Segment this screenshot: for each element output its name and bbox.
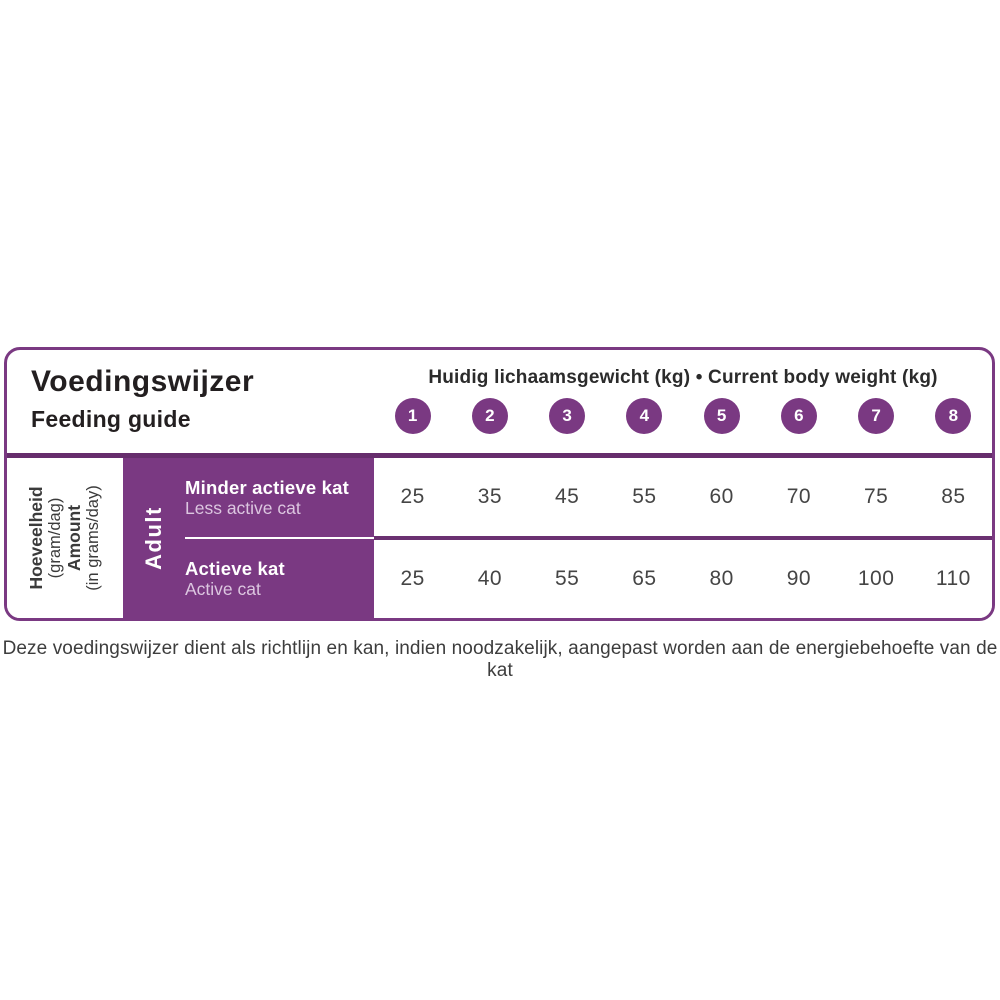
weights-block — [374, 350, 992, 453]
row-label-active — [185, 539, 374, 618]
cell-active-5: 80 — [709, 567, 734, 590]
cell-less-active-8: 85 — [941, 485, 966, 508]
cell-less-active-2: 35 — [477, 485, 503, 508]
weight-circle-2: 2 — [472, 398, 508, 434]
cell-active-8: 110 — [935, 567, 971, 590]
weight-circle-8: 8 — [935, 398, 971, 434]
weight-circle-3: 3 — [549, 398, 585, 434]
row-label-less-active — [185, 458, 374, 537]
card-header — [7, 350, 992, 453]
cell-less-active-5: 60 — [709, 485, 734, 508]
amount-axis-label — [27, 485, 103, 590]
page-title-en: Feeding guide — [31, 406, 191, 432]
weight-circle-6: 6 — [781, 398, 817, 434]
table-row-less-active — [374, 458, 992, 536]
row-header-block — [123, 458, 374, 618]
cell-active-1: 25 — [400, 567, 425, 590]
amount-label-en: Amount — [64, 504, 84, 572]
cell-less-active-1: 25 — [400, 485, 425, 508]
cell-active-7: 100 — [857, 567, 895, 590]
data-area — [374, 458, 992, 618]
cell-less-active-6: 70 — [786, 485, 812, 508]
table-row-active — [374, 540, 992, 618]
row-label-less-active-nl: Minder actieve kat — [185, 476, 350, 498]
card-body — [7, 458, 992, 618]
weight-circles-row — [374, 398, 992, 434]
row-label-active-en: Active cat — [185, 578, 261, 599]
cell-active-4: 65 — [632, 567, 657, 590]
body-weight-header: Huidig lichaamsgewicht (kg) • Current body weight (kg) — [428, 367, 938, 388]
cell-active-3: 55 — [554, 567, 580, 590]
amount-axis-column — [7, 458, 123, 618]
page-title-nl: Voedingswijzer — [31, 365, 255, 398]
life-stage-rail — [123, 458, 185, 618]
weight-circle-4: 4 — [626, 398, 662, 434]
feeding-guide-card — [4, 347, 995, 621]
amount-unit-en: (in grams/day) — [84, 485, 102, 591]
weight-circle-7: 7 — [858, 398, 894, 434]
row-label-less-active-en: Less active cat — [185, 497, 301, 518]
weight-circle-5: 5 — [704, 398, 740, 434]
weight-circle-1: 1 — [395, 398, 431, 434]
amount-unit-nl: (gram/dag) — [46, 497, 64, 579]
cell-active-6: 90 — [786, 567, 812, 590]
row-label-active-nl: Actieve kat — [185, 557, 285, 579]
life-stage-label: Adult — [141, 506, 166, 570]
title-block — [7, 350, 374, 453]
cell-active-2: 40 — [477, 567, 503, 590]
cell-less-active-4: 55 — [632, 485, 657, 508]
amount-label-nl: Hoeveelheid — [26, 486, 46, 590]
row-labels — [185, 458, 374, 618]
cell-less-active-7: 75 — [863, 485, 889, 508]
cell-less-active-3: 45 — [554, 485, 580, 508]
guideline-note: Deze voedingswijzer dient als richtlijn en kan, indien noodzakelijk, aangepast worden aan de energiebehoefte van de kat — [2, 638, 998, 681]
